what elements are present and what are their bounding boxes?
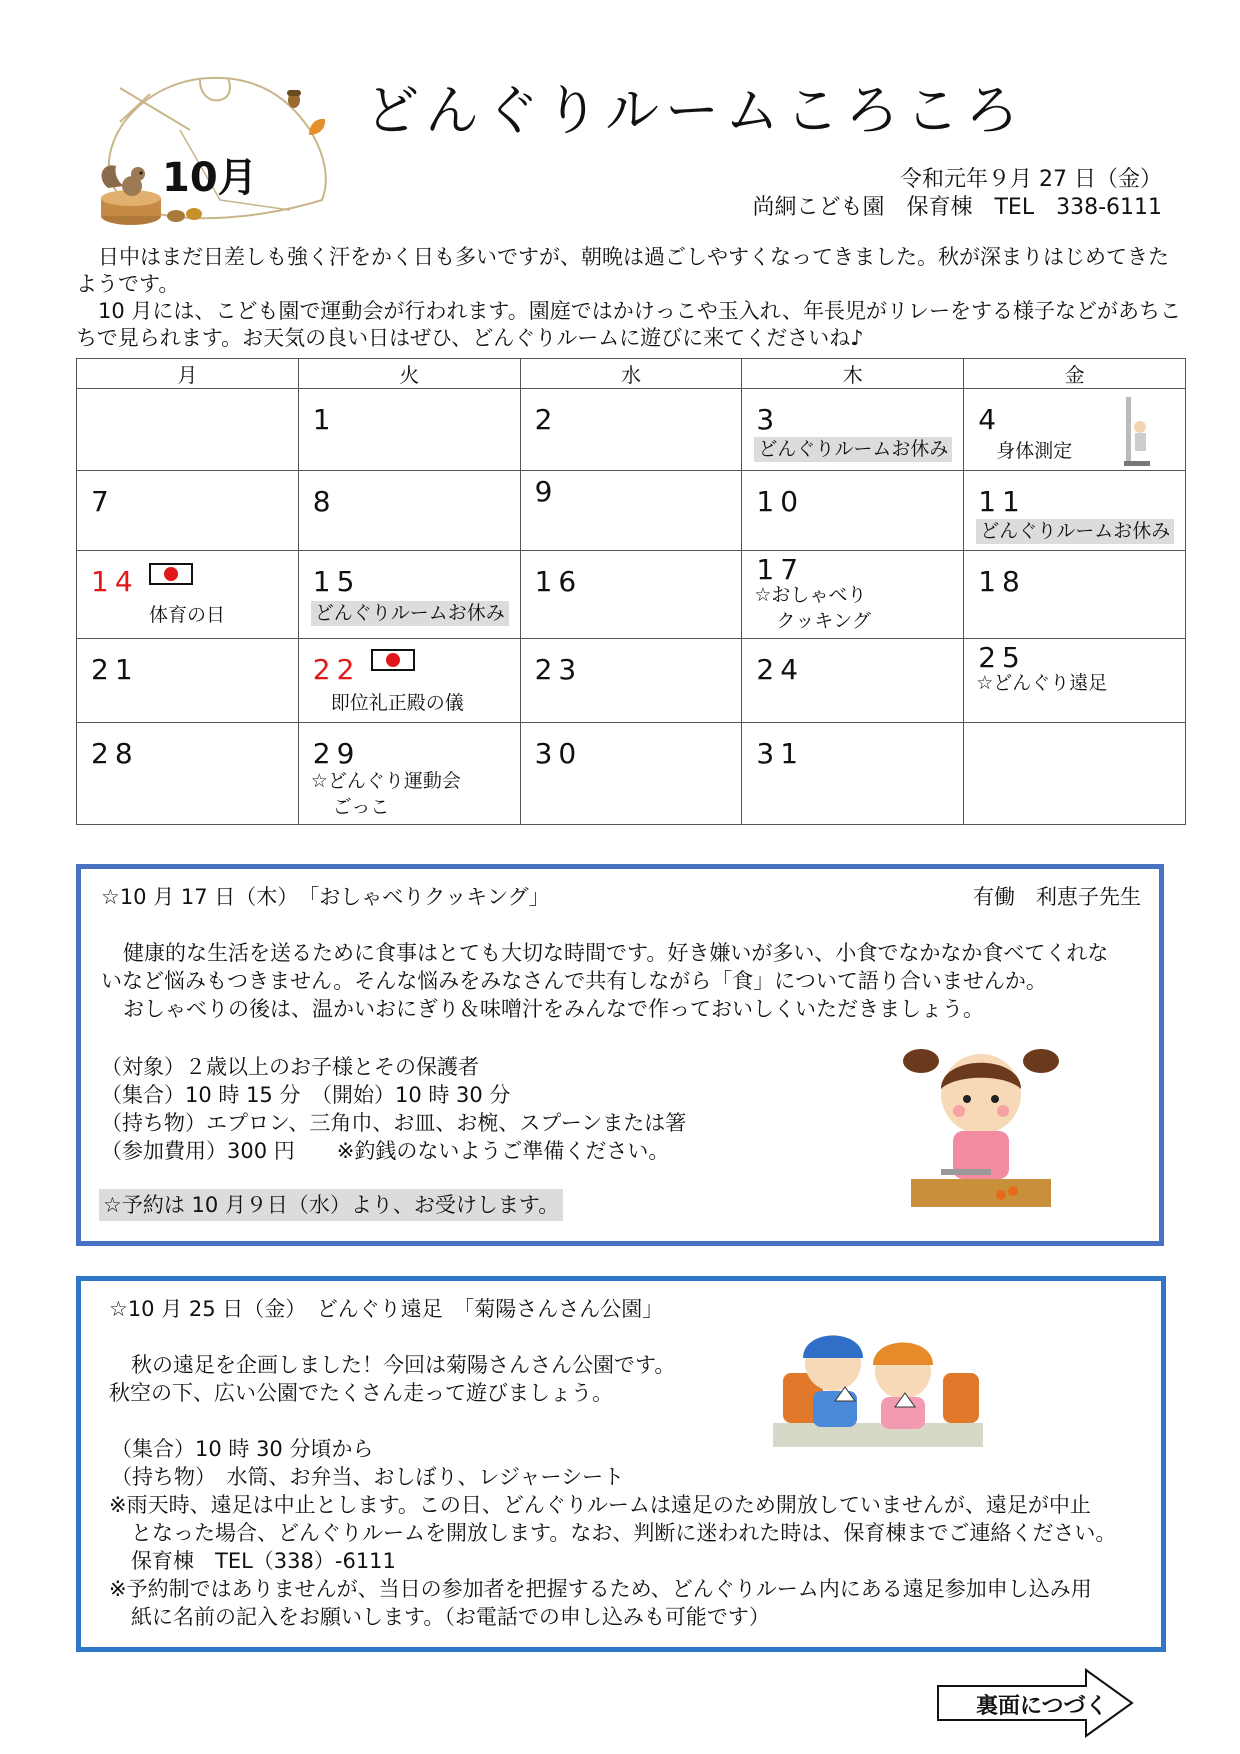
intro-paragraph: 10 月には、こども園で運動会が行われます。園庭ではかけっこや玉入れ、年長児がリレーをする様子などがあちこちで見られます。お天気の良い日はぜひ、どんぐりルームに遊びに来てくださいね♪	[76, 299, 1181, 350]
weekday-thu: 木	[742, 359, 964, 389]
day-number: 30	[534, 737, 583, 770]
excursion-heading: ☆10 月 25 日（金） どんぐり遠足 「菊陽さんさん公園」	[109, 1297, 664, 1321]
day-number: 25	[978, 641, 1026, 674]
height-measuring-icon	[1124, 395, 1150, 467]
calendar-cell	[964, 551, 1186, 639]
closed-day-label: どんぐりルームお休み	[311, 601, 509, 626]
calendar-cell	[742, 389, 964, 471]
calendar-cell	[742, 471, 964, 551]
calendar-cell	[742, 639, 964, 723]
event-label: ☆おしゃべり	[754, 584, 867, 606]
day-number: 8	[312, 485, 337, 518]
excursion-detail-line: （集合）10 時 30 分頃から	[111, 1437, 374, 1461]
day-number: 9	[534, 475, 559, 508]
day-number: 18	[978, 565, 1026, 598]
children-picnic-illustration	[773, 1313, 983, 1453]
falling-leaf-icon	[306, 116, 328, 138]
excursion-event-box	[76, 1276, 1166, 1652]
day-number: 16	[534, 565, 583, 598]
calendar-cell	[77, 551, 299, 639]
month-label: 10月	[162, 155, 258, 201]
calendar-cell	[520, 389, 742, 471]
calendar-cell	[520, 551, 742, 639]
closed-day-label: どんぐりルームお休み	[754, 437, 952, 462]
cooking-detail-line: （持ち物）エプロン、三角巾、お皿、お椀、スプーンまたは箸	[101, 1111, 687, 1135]
day-number: 31	[756, 737, 805, 770]
calendar-week	[77, 551, 1186, 639]
issue-date: 令和元年９月 27 日（金）	[900, 167, 1162, 192]
weekday-mon: 月	[77, 359, 299, 389]
calendar-cell	[742, 723, 964, 825]
calendar-cell	[520, 723, 742, 825]
japan-flag-icon	[149, 563, 193, 585]
teacher-name: 有働 利恵子先生	[973, 885, 1141, 909]
cooking-detail-line: （対象）２歳以上のお子様とその保護者	[101, 1055, 479, 1079]
event-label: 身体測定	[996, 440, 1073, 462]
calendar-cell	[77, 389, 299, 471]
calendar-cell	[77, 471, 299, 551]
day-number: 7	[91, 485, 115, 518]
calendar-week	[77, 639, 1186, 723]
page-title: どんぐりルームころころ	[365, 79, 1025, 142]
calendar-cell	[964, 471, 1186, 551]
calendar-cell	[77, 723, 299, 825]
event-label: ☆どんぐり運動会	[310, 770, 461, 792]
intro-text	[76, 244, 1186, 352]
day-number-holiday: 22	[312, 653, 361, 686]
calendar-cell	[520, 639, 742, 723]
holiday-label: 即位礼正殿の儀	[330, 692, 464, 714]
day-number: 3	[756, 403, 781, 436]
cooking-event-box	[76, 864, 1164, 1246]
weekday-tue: 火	[298, 359, 520, 389]
day-number: 17	[756, 553, 805, 586]
japan-flag-icon	[371, 649, 415, 671]
day-number: 21	[91, 653, 139, 686]
calendar-cell	[298, 471, 520, 551]
day-number-holiday: 14	[91, 565, 139, 598]
day-number: 10	[756, 485, 805, 518]
calendar-cell	[742, 551, 964, 639]
calendar-cell	[298, 551, 520, 639]
day-number: 2	[534, 403, 559, 436]
cooking-heading: ☆10 月 17 日（木） 「おしゃべりクッキング」	[101, 885, 550, 909]
continue-label: 裏面につづく	[976, 1694, 1108, 1719]
calendar-week	[77, 389, 1186, 471]
day-number: 11	[978, 485, 1026, 518]
weekday-fri: 金	[964, 359, 1186, 389]
excursion-body-line: 秋の遠足を企画しました！今回は菊陽さんさん公園です。	[131, 1353, 676, 1377]
cooking-detail-line: （参加費用）300 円 ※釣銭のないようご準備ください。	[101, 1139, 670, 1163]
day-number: 23	[534, 653, 583, 686]
event-label: ☆どんぐり遠足	[976, 672, 1108, 694]
acorn-icon	[284, 86, 304, 110]
excursion-detail-line: ※予約制ではありませんが、当日の参加者を把握するため、どんぐりルーム内にある遠足参加申し込み用	[109, 1577, 1092, 1601]
calendar-weekday-row	[77, 359, 1186, 389]
event-label: クッキング	[776, 610, 871, 632]
reservation-note: ☆予約は 10 月９日（水）より、お受けします。	[99, 1189, 563, 1221]
intro-paragraph: 日中はまだ日差しも強く汗をかく日も多いですが、朝晩は過ごしやすくなってきました。秋が深まりはじめてきたようです。	[76, 245, 1169, 296]
day-number: 24	[756, 653, 805, 686]
excursion-detail-line: 紙に名前の記入をお願いします。（お電話での申し込みも可能です）	[131, 1605, 770, 1629]
cooking-detail-line: （集合）10 時 15 分 （開始）10 時 30 分	[101, 1083, 511, 1107]
cooking-body-line: おしゃべりの後は、温かいおにぎり＆味噌汁をみんなで作っておいしくいただきましょう。	[123, 997, 984, 1021]
child-cooking-illustration	[901, 1039, 1061, 1229]
day-number: 29	[312, 737, 361, 770]
excursion-detail-line: （持ち物） 水筒、お弁当、おしぼり、レジャーシート	[111, 1465, 625, 1489]
holiday-label: 体育の日	[149, 604, 226, 626]
day-number: 1	[312, 403, 337, 436]
cooking-body-line: 健康的な生活を送るために食事はとても大切な時間です。好き嫌いが多い、小食でなかなか食べてくれな	[123, 941, 1109, 965]
calendar-cell	[964, 639, 1186, 723]
organization-contact: 尚絅こども園 保育棟 TEL 338-6111	[752, 195, 1162, 220]
calendar-cell	[520, 471, 742, 551]
october-calendar	[76, 358, 1186, 825]
calendar-cell	[298, 389, 520, 471]
cooking-body-line: いなど悩みもつきません。そんな悩みをみなさんで共有しながら「食」について語り合いませんか。	[101, 969, 1047, 993]
calendar-cell	[298, 639, 520, 723]
event-label: ごっこ	[332, 796, 390, 818]
calendar-cell	[298, 723, 520, 825]
calendar-week	[77, 723, 1186, 825]
day-number: 15	[312, 565, 361, 598]
day-number: 4	[978, 403, 1003, 436]
weekday-wed: 水	[520, 359, 742, 389]
excursion-detail-line: 保育棟 TEL（338）-6111	[131, 1549, 396, 1573]
calendar-cell	[964, 389, 1186, 471]
calendar-cell	[964, 723, 1186, 825]
excursion-body-line: 秋空の下、広い公園でたくさん走って遊びましょう。	[109, 1381, 613, 1405]
calendar-week	[77, 471, 1186, 551]
calendar-cell	[77, 639, 299, 723]
excursion-detail-line: となった場合、どんぐりルームを開放します。なお、判断に迷われた時は、保育棟までご連絡ください。	[131, 1521, 1117, 1545]
excursion-detail-line: ※雨天時、遠足は中止とします。この日、どんぐりルームは遠足のため開放していませんが、遠足が中止	[109, 1493, 1091, 1517]
day-number: 28	[91, 737, 139, 770]
closed-day-label: どんぐりルームお休み	[976, 519, 1174, 544]
